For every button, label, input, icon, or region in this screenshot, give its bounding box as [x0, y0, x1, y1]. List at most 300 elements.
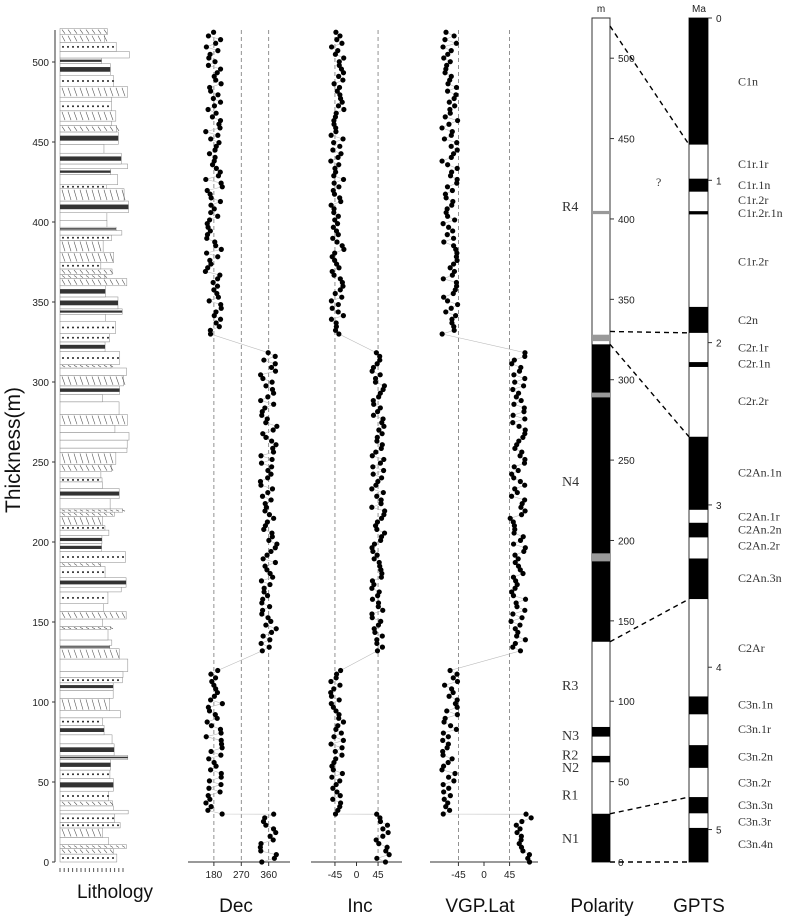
dec-point — [206, 63, 211, 68]
dec-point — [267, 512, 272, 517]
vgp-point — [522, 416, 527, 421]
lithology-band — [60, 345, 105, 349]
lithology-grain — [67, 237, 69, 239]
vgp-point — [449, 48, 454, 53]
polarity-transition-interval — [592, 393, 610, 398]
dec-point — [218, 37, 223, 42]
dec-point — [215, 254, 220, 259]
lithology-grain — [72, 337, 74, 339]
vgp-point — [446, 760, 451, 765]
lithology-band — [60, 388, 120, 391]
inc-point — [374, 837, 379, 842]
inc-point — [375, 519, 380, 524]
vgp-point — [521, 383, 526, 388]
vgp-point — [446, 734, 451, 739]
vgp-point — [441, 55, 446, 60]
vgp-point — [455, 118, 460, 123]
lithology-bed — [60, 626, 111, 629]
vgp-point — [518, 479, 523, 484]
inc-point — [333, 30, 338, 35]
vgp-point — [513, 626, 518, 631]
lithology-grain — [92, 105, 94, 107]
gpts-normal-chron — [689, 696, 708, 714]
vgp-point — [510, 387, 515, 392]
dec-point — [273, 361, 278, 366]
lithology-grain — [87, 571, 89, 573]
lithology-grain — [112, 556, 114, 558]
lithology-band — [60, 728, 104, 732]
inc-point — [330, 797, 335, 802]
lithology-grain — [97, 105, 99, 107]
dec-point — [269, 380, 274, 385]
dec-point — [271, 812, 276, 817]
dec-point — [258, 453, 263, 458]
lithology-band — [60, 581, 126, 585]
dec-point — [203, 129, 208, 134]
lithology-grain — [67, 527, 69, 529]
dec-point — [263, 501, 268, 506]
dec-point — [218, 66, 223, 71]
polarity-column — [562, 18, 635, 869]
vgp-point — [440, 749, 445, 754]
lithology-grain — [62, 817, 64, 819]
lithology-grain — [72, 357, 74, 359]
x-tick-label: 0 — [481, 870, 487, 881]
dec-point — [262, 405, 267, 410]
polarity-tick-label: 350 — [618, 295, 635, 307]
inc-point — [385, 845, 390, 850]
lithology-grain — [107, 795, 109, 797]
lithology-grain — [97, 824, 99, 826]
lithology-grain — [97, 237, 99, 239]
lithology-bed — [60, 263, 101, 269]
polarity-transition-interval — [592, 553, 610, 561]
inc-point — [338, 151, 343, 156]
lithology-grain — [72, 556, 74, 558]
lithology-band — [60, 310, 122, 312]
dec-point — [218, 727, 223, 732]
data-trace — [442, 32, 531, 862]
vgp-point — [523, 597, 528, 602]
lithology-grain — [97, 357, 99, 359]
inc-point — [380, 826, 385, 831]
vgp-point — [514, 823, 519, 828]
gpts-normal-chron — [689, 745, 708, 768]
vgp-point — [519, 819, 524, 824]
dec-point — [258, 841, 263, 846]
inc-point — [378, 405, 383, 410]
lithology-bed — [60, 402, 119, 415]
dec-point — [269, 438, 274, 443]
dec-point — [264, 553, 269, 558]
lithology-grain — [87, 186, 89, 188]
dec-point — [204, 734, 209, 739]
lithology-bed — [60, 126, 117, 132]
lithology-grain — [92, 479, 94, 481]
dec-point — [265, 615, 270, 620]
inc-point — [339, 745, 344, 750]
vgp-point — [452, 269, 457, 274]
inc-point — [341, 719, 346, 724]
gpts-chron-label: C2Ar — [738, 640, 765, 655]
polarity-tick-label: 300 — [618, 375, 635, 387]
dec-point — [218, 302, 223, 307]
dec-point — [258, 479, 263, 484]
lithology-bed — [60, 425, 115, 432]
polarity-tick-label: 0 — [618, 858, 624, 869]
lithology-grain — [87, 337, 89, 339]
lithology-bed — [60, 221, 107, 228]
dec-point — [271, 402, 276, 407]
y-tick-label: 200 — [32, 538, 49, 549]
gpts-normal-chron — [689, 797, 708, 813]
correlation-lines — [610, 26, 689, 862]
dec-point — [273, 369, 278, 374]
vgp-point — [451, 778, 456, 783]
dec-point — [205, 107, 210, 112]
vgp-point — [509, 472, 514, 477]
vgp-point — [446, 122, 451, 127]
inc-point — [371, 365, 376, 370]
inc-point — [336, 214, 341, 219]
lithology-grain — [62, 326, 64, 328]
lithology-grain — [87, 857, 89, 859]
dec-point — [271, 516, 276, 521]
lithology-grain — [92, 721, 94, 723]
lithology-band — [60, 763, 111, 767]
polarity-tick-label: 100 — [618, 697, 635, 709]
inc-point — [340, 77, 345, 82]
vgp-point — [508, 619, 513, 624]
vgp-point — [510, 611, 515, 616]
lithology-grain — [82, 679, 84, 681]
vgp-point — [512, 553, 517, 558]
polarity-zone-label: N3 — [562, 728, 580, 744]
gpts-chron-label: C2n — [738, 312, 759, 327]
lithology-grain — [72, 237, 74, 239]
dec-point — [259, 461, 264, 466]
lithology-grain — [87, 80, 89, 82]
gpts-chron-label: C1r.2r.1n — [738, 205, 783, 220]
vgp-point — [516, 468, 521, 473]
lithology-grain — [82, 46, 84, 48]
vgp-point — [509, 494, 514, 499]
vgp-point — [443, 716, 448, 721]
dec-point — [268, 549, 273, 554]
vgp-point — [451, 243, 456, 248]
dec-point — [269, 464, 274, 469]
lithology-bed — [60, 630, 108, 640]
lithology-grain — [82, 571, 84, 573]
lithology-grain — [67, 773, 69, 775]
lithology-grain — [92, 824, 94, 826]
lithology-grain — [112, 357, 114, 359]
lithology-grain — [87, 817, 89, 819]
y-tick-label: 250 — [32, 458, 49, 469]
gpts-chron-label: C3n.1n — [738, 697, 774, 712]
dec-point — [206, 33, 211, 38]
inc-point — [375, 648, 380, 653]
inc-point — [382, 383, 387, 388]
lithology-grain — [67, 337, 69, 339]
dec-point — [268, 834, 273, 839]
lithology-grain — [87, 527, 89, 529]
vgp-point — [523, 812, 528, 817]
dec-point — [219, 181, 224, 186]
inc-point — [381, 490, 386, 495]
inc-point — [372, 541, 377, 546]
gpts-normal-chron — [689, 179, 708, 192]
vgp-point — [441, 811, 446, 816]
lithology-grain — [82, 265, 84, 267]
lithology-grain — [67, 571, 69, 573]
lithology-grain — [112, 824, 114, 826]
inc-point — [337, 144, 342, 149]
gpts-chron-label: C2An.3n — [738, 570, 782, 585]
lithology-grain — [82, 556, 84, 558]
lithology-grain — [62, 46, 64, 48]
vgp-point — [449, 306, 454, 311]
dec-point — [261, 556, 266, 561]
vgp-point — [452, 33, 457, 38]
x-tick-label: 270 — [232, 870, 250, 881]
polarity-transition-interval — [592, 335, 610, 341]
dec-point — [212, 59, 217, 64]
lithology-bed — [60, 51, 129, 58]
dec-point — [215, 48, 220, 53]
dec-point — [208, 203, 213, 208]
lithology-grain — [107, 824, 109, 826]
lithology-grain — [102, 527, 104, 529]
vgp-point — [527, 852, 532, 857]
dec-point — [260, 494, 265, 499]
lithology-grain — [77, 237, 79, 239]
lithology-bed — [60, 711, 120, 718]
lithology-grain — [77, 105, 79, 107]
lithology-grain — [72, 571, 74, 573]
vgp-point — [442, 683, 447, 688]
vgp-point — [454, 280, 459, 285]
dec-point — [267, 604, 272, 609]
dec-point — [213, 41, 218, 46]
lithology-grain — [112, 80, 114, 82]
dec-point — [259, 578, 264, 583]
lithology-grain — [77, 824, 79, 826]
vgp-point — [454, 140, 459, 145]
gpts-chron-label: C3n.3n — [738, 798, 774, 813]
dec-point — [216, 140, 221, 145]
lithology-grain — [92, 527, 94, 529]
vgp-point — [441, 276, 446, 281]
dec-point — [218, 317, 223, 322]
vgp-point — [446, 225, 451, 230]
gpts-normal-chron — [689, 307, 708, 333]
dec-point — [218, 100, 223, 105]
vgp-point — [516, 391, 521, 396]
gpts-unit: Ma — [692, 4, 706, 15]
vgp-point — [448, 59, 453, 64]
dec-point — [273, 560, 278, 565]
lithology-bed — [60, 164, 128, 169]
lithology-grain — [117, 679, 119, 681]
vgp-point — [448, 793, 453, 798]
vgp-point — [512, 357, 517, 362]
vgp-point — [523, 427, 528, 432]
lithology-bed — [60, 822, 120, 827]
vgp-point — [440, 738, 445, 743]
lithology-grain — [77, 527, 79, 529]
lithology-grain — [62, 679, 64, 681]
vgp-point — [508, 516, 513, 521]
vgp-point — [522, 483, 527, 488]
vgp-point — [452, 217, 457, 222]
lithology-grain — [92, 773, 94, 775]
vgp-point — [455, 302, 460, 307]
vgp-point — [441, 295, 446, 300]
vgp-point — [517, 826, 522, 831]
lithology-grain — [112, 817, 114, 819]
dec-point — [219, 81, 224, 86]
dec-point — [207, 85, 212, 90]
inc-point — [337, 778, 342, 783]
lithology-grain — [72, 817, 74, 819]
lithology-grain — [107, 817, 109, 819]
y-tick-label: 100 — [32, 698, 49, 709]
polarity-tick-label: 150 — [618, 616, 635, 628]
lithology-grain — [92, 186, 94, 188]
lithology-grain — [82, 857, 84, 859]
lithology-grain — [102, 857, 104, 859]
lithology-grain — [87, 265, 89, 267]
y-tick-label: 50 — [37, 778, 49, 789]
polarity-zone-label: N2 — [562, 761, 580, 777]
vgp-point — [447, 100, 452, 105]
lithology-grain — [92, 679, 94, 681]
polarity-transition-interval — [592, 211, 610, 214]
vgp-point — [521, 534, 526, 539]
lithology-grain — [97, 326, 99, 328]
vgp-point — [449, 144, 454, 149]
lithology-grain — [102, 46, 104, 48]
vgp-point — [450, 188, 455, 193]
gpts-chron-label: C2r.1n — [738, 356, 771, 371]
lithology-grain — [67, 479, 69, 481]
lithology-grain — [92, 817, 94, 819]
lithology-grain — [77, 46, 79, 48]
dec-point — [208, 136, 213, 141]
lithology-grain — [82, 105, 84, 107]
gpts-chron-label: C1r.1r — [738, 157, 769, 172]
lithology-grain — [77, 479, 79, 481]
inc-point — [334, 111, 339, 116]
lithology-grain — [87, 105, 89, 107]
lithology-bed — [60, 801, 113, 806]
dec-point — [217, 789, 222, 794]
lithology-grain — [97, 857, 99, 859]
y-tick-label: 350 — [32, 298, 49, 309]
dec-point — [218, 782, 223, 787]
vgp-point — [445, 206, 450, 211]
polarity-normal-interval — [592, 756, 610, 762]
lithology-grain — [107, 326, 109, 328]
inc-point — [370, 578, 375, 583]
inc-point — [370, 464, 375, 469]
vgp-point — [439, 125, 444, 130]
lithology-grain — [102, 326, 104, 328]
lithology-bed — [60, 464, 111, 471]
polarity-tick-label: 450 — [618, 134, 635, 146]
lithology-band — [60, 228, 116, 229]
dec-point — [267, 582, 272, 587]
correlation-line — [610, 26, 689, 145]
polarity-tick-label: 400 — [618, 214, 635, 226]
inc-point — [376, 427, 381, 432]
lithology-bed — [60, 806, 113, 810]
lithology-grain — [97, 773, 99, 775]
inc-point — [329, 701, 334, 706]
inc-point — [341, 177, 346, 182]
inc-point — [381, 457, 386, 462]
dec-point — [211, 30, 216, 35]
lithology-grain — [77, 265, 79, 267]
lithology-grain — [107, 357, 109, 359]
lithology-bed — [60, 213, 107, 221]
dec-point — [273, 442, 278, 447]
inc-point — [378, 372, 383, 377]
dec-point — [263, 383, 268, 388]
vgp-point — [446, 775, 451, 780]
y-tick-label: 450 — [32, 138, 49, 149]
dec-point — [218, 753, 223, 758]
vgp-point — [446, 741, 451, 746]
lithology-bed — [60, 482, 102, 489]
lithology-grain — [97, 556, 99, 558]
lithology-bed — [60, 275, 105, 279]
inc-point — [329, 775, 334, 780]
dec-point — [267, 637, 272, 642]
dec-point — [213, 675, 218, 680]
dec-point — [208, 697, 213, 702]
lithology-grain — [102, 237, 104, 239]
lithology-grain — [102, 817, 104, 819]
dec-point — [206, 793, 211, 798]
gpts-chron-label: C2r.1r — [738, 340, 769, 355]
inc-point — [336, 162, 341, 167]
dec-point — [213, 712, 218, 717]
lithology-band — [60, 757, 128, 759]
inc-point — [383, 859, 388, 864]
dec-point — [207, 52, 212, 57]
dec-point — [205, 188, 210, 193]
x-tick-label: 45 — [504, 870, 516, 881]
vgp-point — [441, 730, 446, 735]
lithology-grain — [87, 556, 89, 558]
lithology-bed — [60, 735, 112, 744]
lithology-grain — [72, 479, 74, 481]
lithology-band — [60, 538, 102, 541]
vgp-point — [442, 136, 447, 141]
lithology-bed — [60, 368, 126, 375]
lithology-grain — [82, 237, 84, 239]
vgp-point — [510, 413, 515, 418]
dec-point — [203, 177, 208, 182]
lithology-grain — [107, 46, 109, 48]
lithology-grain — [77, 337, 79, 339]
lithology-grain — [97, 479, 99, 481]
inc-point — [331, 225, 336, 230]
lithology-band — [60, 782, 113, 787]
lithology-bed — [60, 364, 111, 368]
